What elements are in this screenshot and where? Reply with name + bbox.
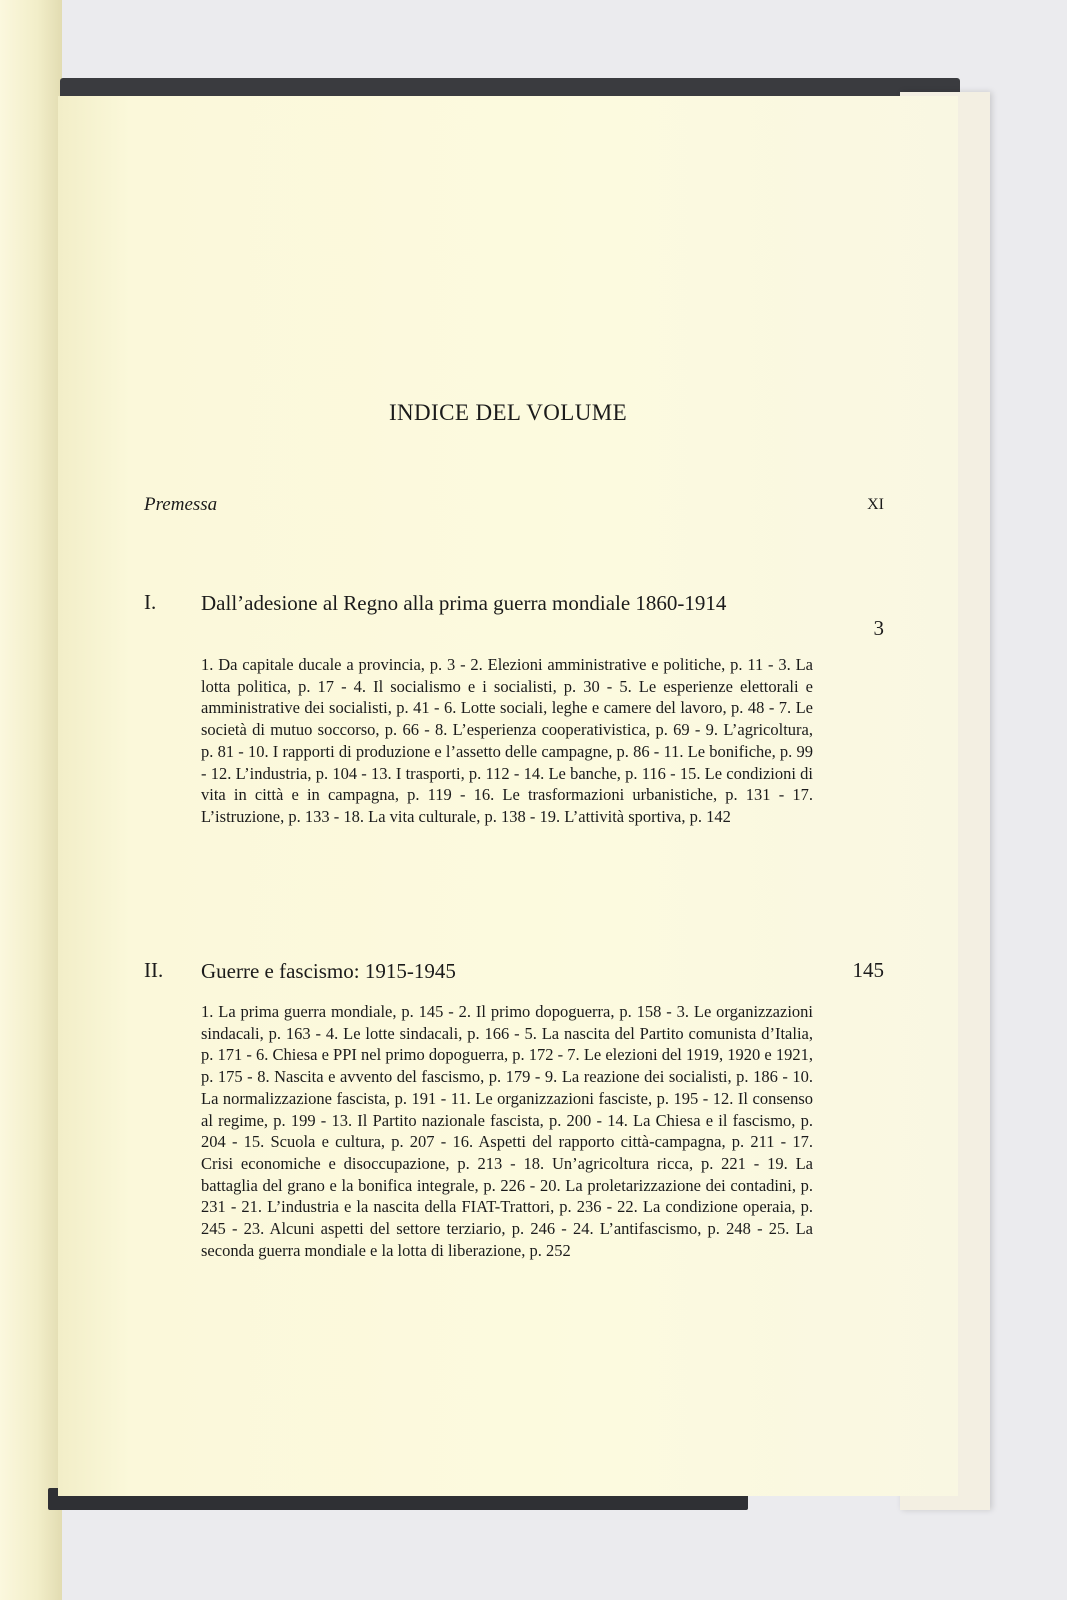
chapter-title: Guerre e fascismo: 1915-1945 bbox=[201, 959, 456, 983]
toc-entry-label: Premessa bbox=[144, 494, 218, 515]
toc-chapter-2 bbox=[144, 958, 884, 988]
chapter-contents-1: 1. Da capitale ducale a provincia, p. 3 - 2. Elezioni amministrative e politiche, p. 11 - 3. La lotta politica, p. 17 - 4. Il socialismo e i socialisti, p. 30 - 5. Le esperienze elettorali e amministrative dei socialisti, p. 41 - 6. Lotte sociali, leghe e camere del lavoro, p. 48 - 7. Le società di mutuo soccorso, p. 66 - 8. L’esperienza cooperativistica, p. 69 - 9. L’agricoltura, p. 81 - 10. I rapporti di produzione e l’assetto delle campagne, p. 86 - 11. Le bonifiche, p. 99 - 12. L’industria, p. 104 - 13. I trasporti, p. 112 - 14. Le banche, p. 116 - 15. Le condizioni di vita in città e in campagna, p. 119 - 16. Le trasformazioni urbanistiche, p. 131 - 17. L’istruzione, p. 133 - 18. La vita culturale, p. 138 - 19. L’attività sportiva, p. 142 bbox=[201, 655, 813, 826]
chapter-number: II. bbox=[144, 958, 164, 982]
chapter-contents-2: 1. La prima guerra mondiale, p. 145 - 2. Il primo dopoguerra, p. 158 - 3. Le organizzazioni sindacali, p. 163 - 4. Le lotte sindacali, p. 166 - 5. La nascita del Partito comunista d’Italia, p. 171 - 6. Chiesa e PPI nel primo dopoguerra, p. 172 - 7. Le elezioni del 1919, 1920 e 1921, p. 175 - 8. Nascita e avvento del fascismo, p. 179 - 9. La reazione dei socialisti, p. 186 - 10. La normalizzazione fascista, p. 191 - 11. Le organizzazioni fasciste, p. 195 - 12. Il consenso al regime, p. 199 - 13. Il Partito nazionale fascista, p. 200 - 14. La Chiesa e il fascismo, p. 204 - 15. Scuola e cultura, p. 207 - 16. Aspetti del rapporto città-campagna, p. 211 - 17. Crisi economiche e disoccupazione, p. 213 - 18. Un’agricoltura ricca, p. 221 - 19. La battaglia del grano e la bonifica integrale, p. 226 - 20. La proletarizzazione dei contadini, p. 231 - 21. L’industria e la nascita della FIAT-Trattori, p. 236 - 22. La condizione operaia, p. 245 - 23. Alcuni aspetti del settore terziario, p. 246 - 24. L’antifascismo, p. 248 - 25. La seconda guerra mondiale e la lotta di liberazione, p. 252 bbox=[201, 1002, 813, 1260]
page-title: INDICE DEL VOLUME bbox=[388, 400, 628, 425]
toc-entry-premessa bbox=[144, 494, 884, 516]
toc-chapter-1 bbox=[144, 590, 884, 650]
chapter-number: I. bbox=[144, 590, 157, 614]
toc-entry-page: XI bbox=[867, 496, 884, 513]
chapter-page: 145 bbox=[852, 958, 884, 982]
chapter-page: 3 bbox=[873, 616, 884, 640]
book-page bbox=[58, 96, 958, 1496]
chapter-title: Dall’adesione al Regno alla prima guerra mondiale 1860-1914 bbox=[201, 591, 727, 615]
facing-page-edge bbox=[0, 0, 62, 1600]
